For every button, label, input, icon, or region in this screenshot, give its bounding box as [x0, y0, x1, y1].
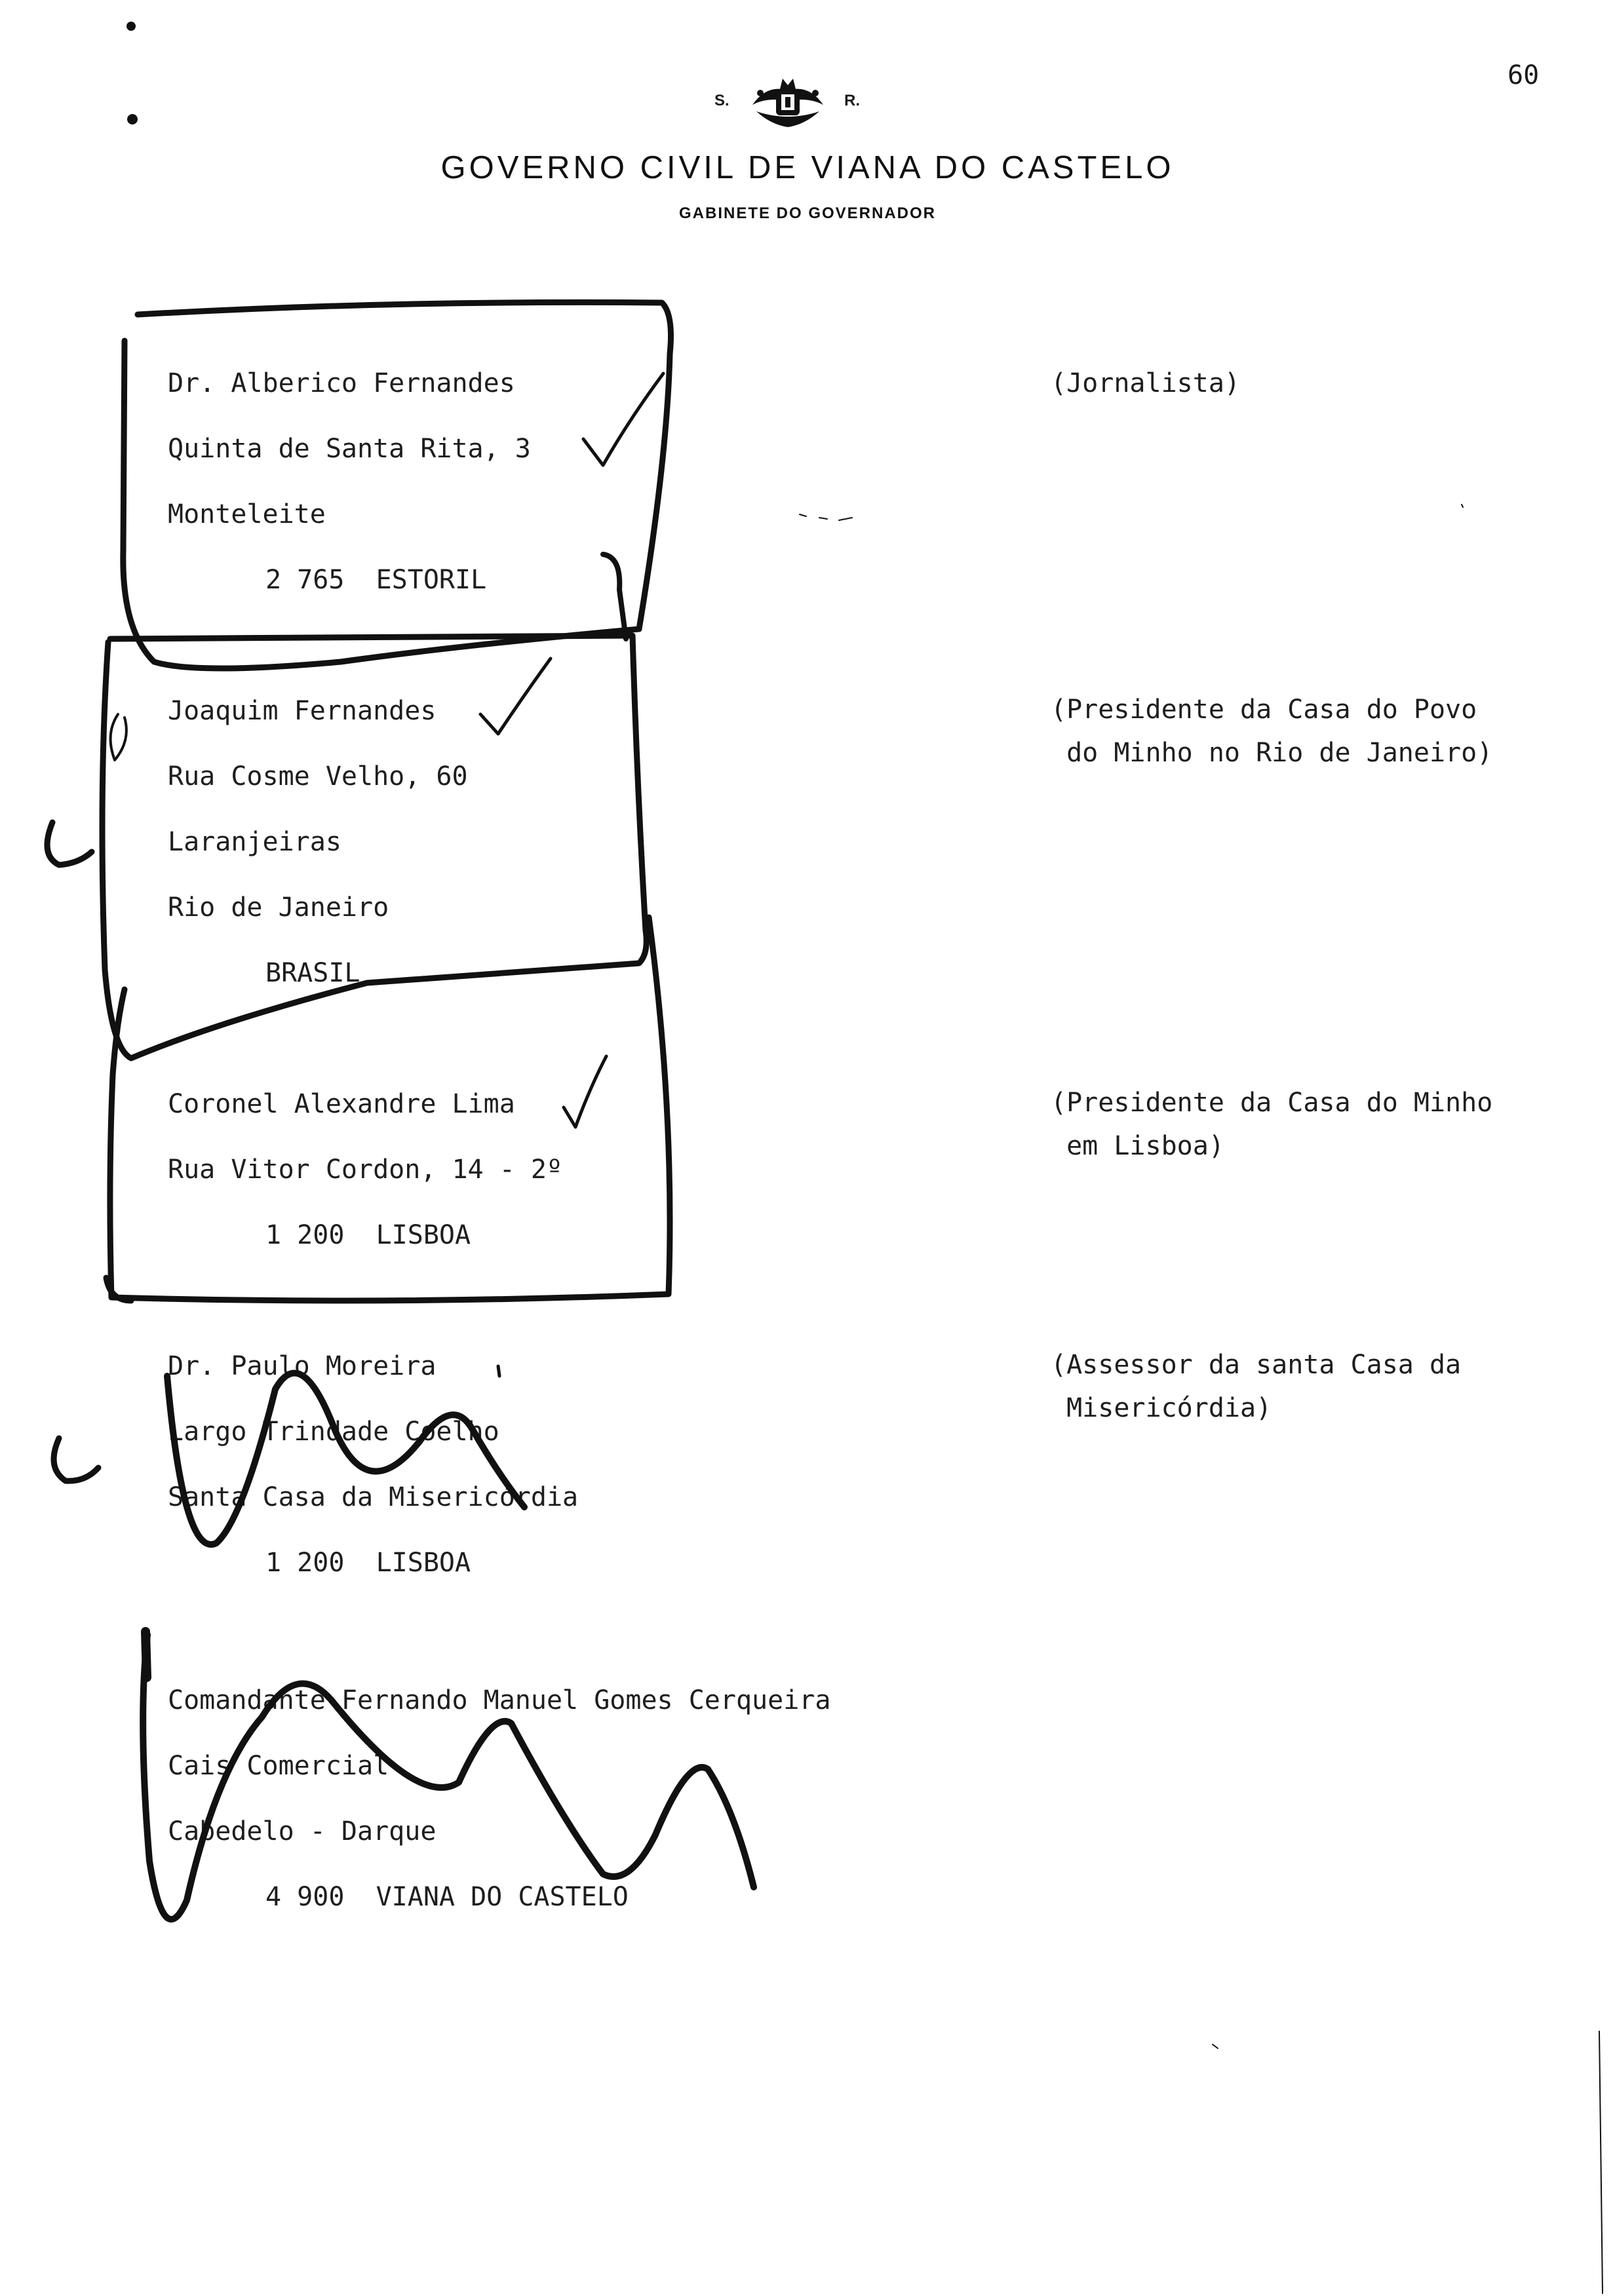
- margin-hook-mark: [47, 822, 92, 865]
- entry-1-name: Dr. Alberico Fernandes: [168, 368, 515, 398]
- entry-2-locality: Laranjeiras: [168, 827, 341, 857]
- entry-5-locality: Cabedelo - Darque: [168, 1816, 437, 1846]
- margin-hook-mark: [54, 1438, 98, 1481]
- entry-1-address: Quinta de Santa Rita, 3: [168, 434, 531, 464]
- entry-4-address: Largo Trindade Coelho: [168, 1417, 499, 1447]
- entry-4-institution: Santa Casa da Misericórdia: [168, 1482, 579, 1512]
- ink-box-entry-2: [102, 636, 646, 1058]
- punch-hole-mark: [126, 22, 136, 31]
- entry-4-name: Dr. Paulo Moreira: [168, 1351, 437, 1381]
- ink-strikethrough-entry-4: [167, 1373, 524, 1545]
- ink-strikethrough-entry-5: [143, 1635, 754, 1919]
- entry-4-postal: 1 200 LISBOA: [265, 1548, 471, 1578]
- page-number: 60: [1508, 60, 1540, 90]
- entry-3-address: Rua Vitor Cordon, 14 - 2º: [168, 1155, 563, 1185]
- entry-3-note-line-2: em Lisboa): [1051, 1131, 1224, 1161]
- entry-3-name: Coronel Alexandre Lima: [168, 1089, 515, 1119]
- entry-4-note-line-1: (Assessor da santa Casa da: [1051, 1350, 1462, 1380]
- check-mark-icon: [480, 659, 551, 734]
- entry-5-postal: 4 900 VIANA DO CASTELO: [265, 1882, 629, 1912]
- entry-2-country: BRASIL: [265, 958, 360, 988]
- ink-box-entry-3: [110, 917, 670, 1301]
- entry-2-city: Rio de Janeiro: [168, 892, 389, 923]
- check-mark-icon: [583, 373, 663, 465]
- entry-3-postal: 1 200 LISBOA: [265, 1220, 471, 1250]
- entry-4-note-line-2: Misericórdia): [1051, 1393, 1272, 1423]
- page-subtitle: GABINETE DO GOVERNADOR: [678, 204, 937, 222]
- entry-2-note-line-1: (Presidente da Casa do Povo: [1051, 695, 1477, 725]
- s-mark: S.: [714, 92, 730, 109]
- entry-1-note: (Jornalista): [1051, 368, 1240, 398]
- punch-hole-mark: [127, 114, 138, 124]
- r-mark: R.: [844, 92, 860, 109]
- entry-5-address: Cais Comercial: [168, 1751, 389, 1781]
- entry-2-note-line-2: do Minho no Rio de Janeiro): [1051, 738, 1493, 768]
- entry-3-note-line-1: (Presidente da Casa do Minho: [1051, 1088, 1493, 1118]
- entry-2-name: Joaquim Fernandes: [168, 696, 437, 726]
- check-mark-icon: [564, 1056, 606, 1127]
- entry-1-locality: Monteleite: [168, 499, 326, 529]
- entry-5-name: Comandante Fernando Manuel Gomes Cerqueira: [168, 1685, 831, 1715]
- entry-1-postal: 2 765 ESTORIL: [265, 565, 487, 595]
- entry-2-address: Rua Cosme Velho, 60: [168, 761, 468, 792]
- ink-box-entry-1: [123, 302, 671, 668]
- page-title: GOVERNO CIVIL DE VIANA DO CASTELO: [440, 150, 1175, 185]
